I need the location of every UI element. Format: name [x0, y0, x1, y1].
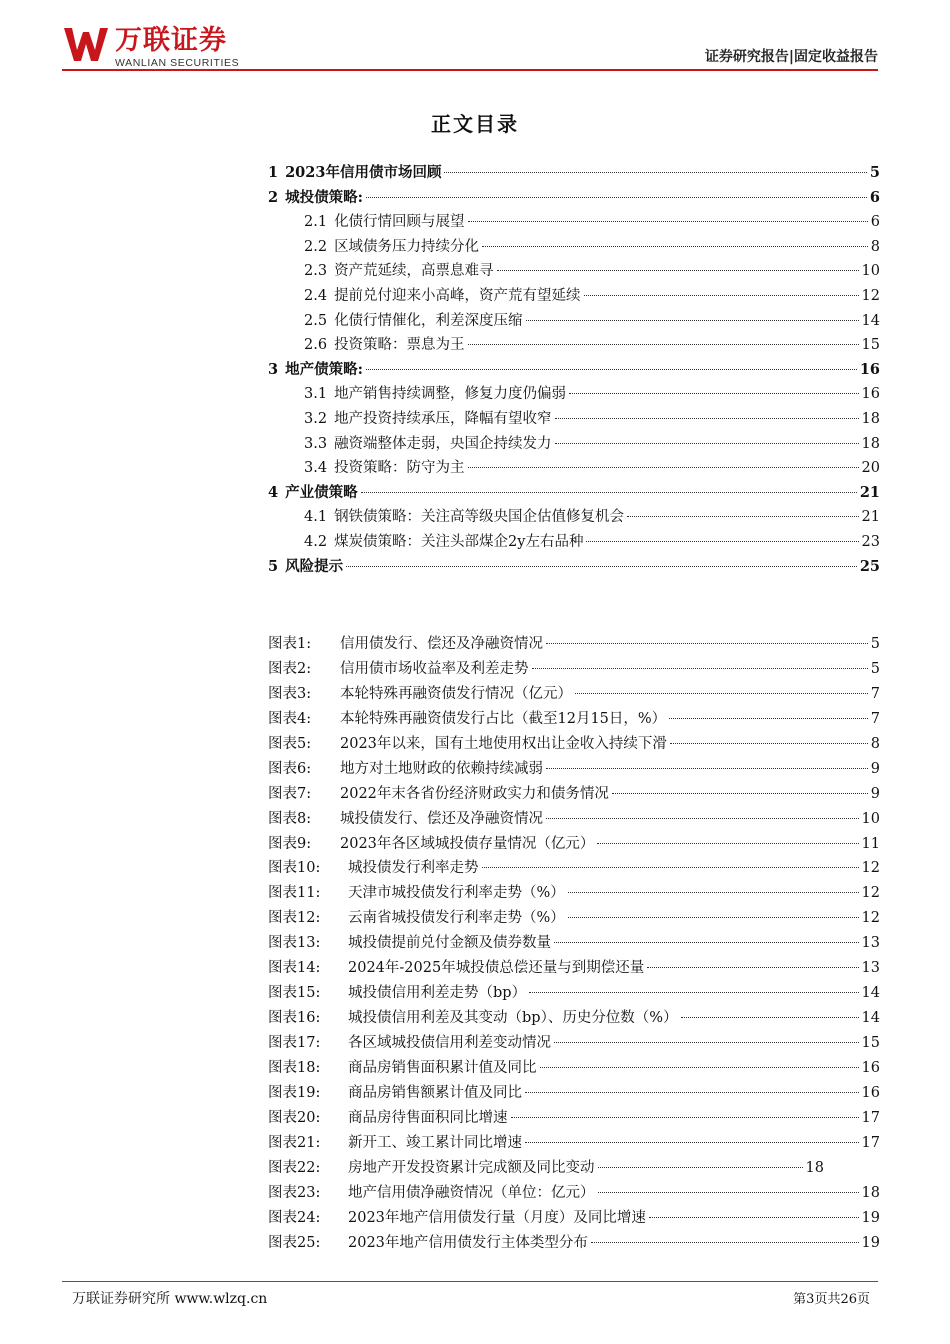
- figure-item[interactable]: 图表19: 商品房销售额累计值及同比 16: [268, 1084, 880, 1101]
- figure-item[interactable]: 图表11: 天津市城投债发行利率走势（%） 12: [268, 885, 880, 902]
- logo-chinese-name: 万联证券: [115, 25, 227, 56]
- logo-english-name: WANLIAN SECURITIES: [115, 57, 240, 69]
- figure-item[interactable]: 图表13: 城投债提前兑付金额及债券数量 13: [268, 935, 880, 952]
- toc-title: 正文目录: [431, 112, 519, 136]
- toc-item[interactable]: 3.2 地产投资持续承压，降幅有望收窄 18: [304, 410, 880, 427]
- toc-item[interactable]: 5 风险提示 25: [268, 557, 880, 575]
- figure-item[interactable]: 图表14: 2024年-2025年城投债总偿还量与到期偿还量 13: [268, 960, 880, 977]
- figure-item[interactable]: 图表17: 各区域城投债信用利差变动情况 15: [268, 1035, 880, 1051]
- figure-item[interactable]: 图表22: 房地产开发投资累计完成额及同比变动 18: [268, 1159, 824, 1176]
- toc-item[interactable]: 3 地产债策略: 16: [268, 360, 880, 378]
- figure-item[interactable]: 图表15: 城投债信用利差走势（bp） 14: [268, 985, 880, 1002]
- figure-item[interactable]: 图表16: 城投债信用利差及其变动（bp）、历史分位数（%） 14: [268, 1010, 880, 1027]
- figure-item[interactable]: 图表21: 新开工、竣工累计同比增速 17: [268, 1134, 880, 1151]
- footer-page-number: 第3页共26页: [793, 1292, 870, 1307]
- header-divider: [62, 69, 878, 71]
- figure-item[interactable]: 图表12: 云南省城投债发行利率走势（%） 12: [268, 910, 880, 927]
- figure-item[interactable]: 图表6: 地方对土地财政的依赖持续减弱 9: [268, 760, 880, 777]
- figure-item[interactable]: 图表3: 本轮特殊再融资债发行情况（亿元） 7: [268, 685, 880, 702]
- toc-item[interactable]: 4 产业债策略 21: [268, 483, 880, 501]
- figure-item[interactable]: 图表25: 2023年地产信用债发行主体类型分布 19: [268, 1234, 880, 1251]
- toc-item[interactable]: 1 2023年信用债市场回顾 5: [268, 164, 880, 181]
- figure-item[interactable]: 图表23: 地产信用债净融资情况（单位：亿元） 18: [268, 1184, 880, 1201]
- toc-item[interactable]: 2.2 区域债务压力持续分化 8: [304, 238, 880, 255]
- figure-item[interactable]: 图表18: 商品房销售面积累计值及同比 16: [268, 1059, 880, 1076]
- page-header: [62, 22, 878, 70]
- table-of-contents: [268, 161, 880, 579]
- figure-item[interactable]: 图表4: 本轮特殊再融资债发行占比（截至12月15日，%） 7: [268, 710, 880, 727]
- figure-item[interactable]: 图表10: 城投债发行利率走势 12: [268, 860, 880, 877]
- figure-item[interactable]: 图表7: 2022年末各省份经济财政实力和债务情况 9: [268, 785, 880, 802]
- toc-item[interactable]: 2.1 化债行情回顾与展望 6: [304, 214, 880, 231]
- company-logo: [62, 24, 262, 70]
- toc-item[interactable]: 2.5 化债行情催化，利差深度压缩 14: [304, 312, 880, 329]
- toc-item[interactable]: 2.6 投资策略：票息为王 15: [304, 337, 880, 354]
- report-type: 证券研究报告|固定收益报告: [704, 49, 878, 65]
- figure-item[interactable]: 图表20: 商品房待售面积同比增速 17: [268, 1109, 880, 1126]
- figure-item[interactable]: 图表2: 信用债市场收益率及利差走势 5: [268, 660, 880, 677]
- toc-item[interactable]: 2 城投债策略: 6: [268, 188, 880, 206]
- toc-item[interactable]: 3.1 地产销售持续调整，修复力度仍偏弱 16: [304, 386, 880, 403]
- figure-item[interactable]: 图表24: 2023年地产信用债发行量（月度）及同比增速 19: [268, 1209, 880, 1226]
- figure-item[interactable]: 图表8: 城投债发行、偿还及净融资情况 10: [268, 810, 880, 827]
- toc-item[interactable]: 4.1 钢铁债策略：关注高等级央国企估值修复机会 21: [304, 509, 880, 526]
- figure-item[interactable]: 图表5: 2023年以来，国有土地使用权出让金收入持续下滑 8: [268, 735, 880, 752]
- toc-item[interactable]: 2.4 提前兑付迎来小高峰，资产荒有望延续 12: [304, 287, 880, 304]
- footer-institute: 万联证券研究所 www.wlzq.cn: [72, 1291, 268, 1307]
- figure-item[interactable]: 图表9: 2023年各区域城投债存量情况（亿元） 11: [268, 835, 880, 852]
- toc-item[interactable]: 2.3 资产荒延续，高票息难寻 10: [304, 263, 880, 280]
- wanlian-logo-icon: [62, 24, 110, 64]
- toc-item[interactable]: 3.3 融资端整体走弱，央国企持续发力 18: [304, 435, 880, 452]
- figure-item[interactable]: 图表1: 信用债发行、偿还及净融资情况 5: [268, 636, 880, 652]
- toc-item[interactable]: 4.2 煤炭债策略：关注头部煤企2y左右品种 23: [304, 533, 880, 550]
- footer-divider: [62, 1281, 878, 1282]
- figure-list: [268, 632, 880, 1255]
- toc-item[interactable]: 3.4 投资策略：防守为主 20: [304, 460, 880, 477]
